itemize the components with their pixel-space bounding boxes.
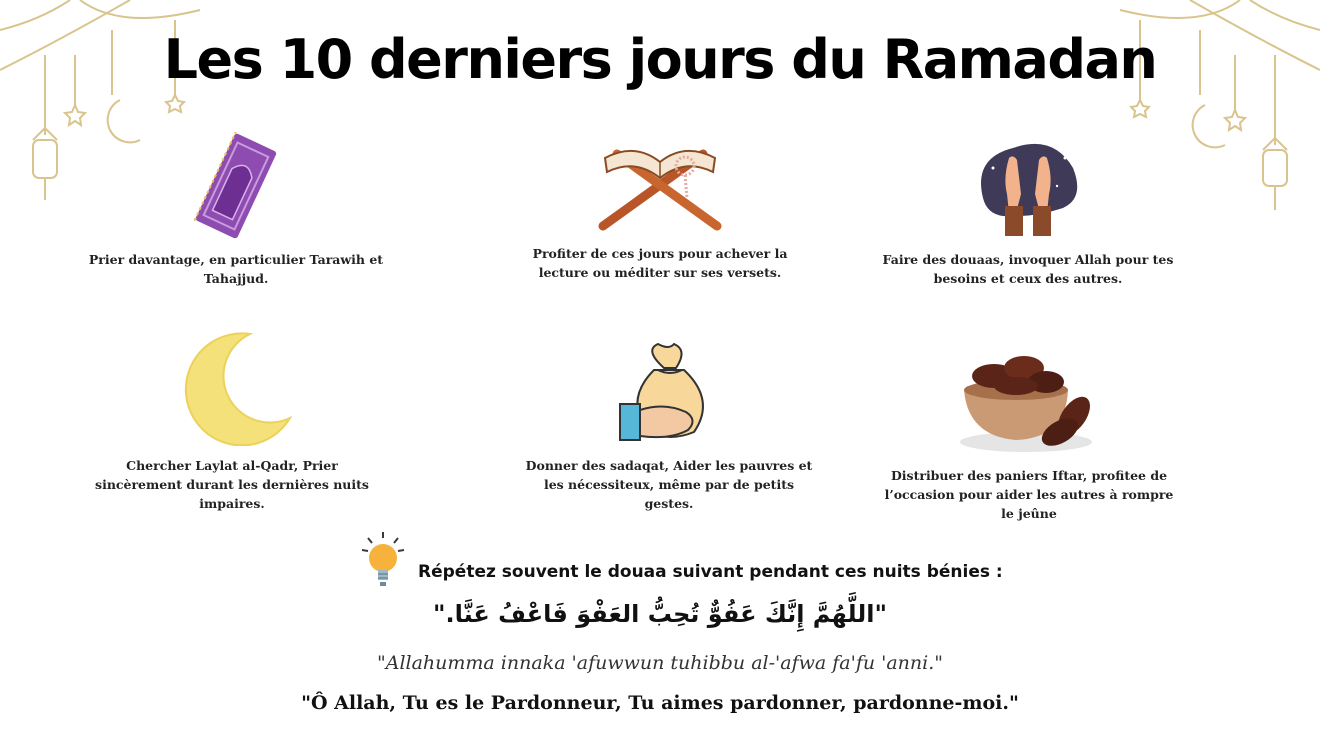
- card-iftar-baskets: [879, 340, 1179, 523]
- card-make-dua: [878, 138, 1178, 288]
- dua-arabic-text: "اللَّهُمَّ إِنَّكَ عَفُوٌّ تُحِبُّ العَفْوَ فَاعْفُ عَنَّا.": [433, 600, 887, 628]
- prayer-mat-icon: [181, 132, 291, 240]
- card-laylat-al-qadr: [82, 330, 382, 513]
- card-give-sadaqat: [519, 340, 819, 513]
- crescent-moon-icon: [172, 330, 292, 446]
- dua-intro-text: Répétez souvent le douaa suivant pendant ces nuits bénies :: [418, 562, 1003, 582]
- charity-bag-icon: [614, 340, 724, 446]
- card-caption: Faire des douaas, invoquer Allah pour tes besoins et ceux des autres.: [882, 252, 1174, 286]
- card-caption: Chercher Laylat al-Qadr, Prier sincèrement durant les dernières nuits impaires.: [95, 458, 369, 511]
- lightbulb-icon: [360, 530, 406, 592]
- quran-stand-icon: [595, 136, 725, 234]
- card-read-quran: [510, 136, 810, 282]
- dua-intro-row: [360, 530, 1003, 592]
- card-caption: Distribuer des paniers Iftar, profitee de l’occasion pour aider les autres à rompre le jeûne: [884, 468, 1174, 521]
- card-caption: Donner des sadaqat, Aider les pauvres et les nécessiteux, même par de petits gestes.: [525, 458, 813, 511]
- card-caption: Profiter de ces jours pour achever la lecture ou méditer sur ses versets.: [532, 246, 788, 280]
- card-caption: Prier davantage, en particulier Tarawih et Tahajjud.: [88, 252, 384, 286]
- dua-transliteration: "Allahumma innaka 'afuwwun tuhibbu al-'afwa fa'fu 'anni.": [376, 652, 944, 674]
- card-pray-more: [86, 132, 386, 288]
- dua-translation: "Ô Allah, Tu es le Pardonneur, Tu aimes pardonner, pardonne-moi.": [301, 692, 1019, 714]
- page-title: Les 10 derniers jours du Ramadan: [163, 28, 1157, 91]
- praying-hands-icon: [973, 138, 1083, 240]
- dates-bowl-icon: [954, 340, 1104, 456]
